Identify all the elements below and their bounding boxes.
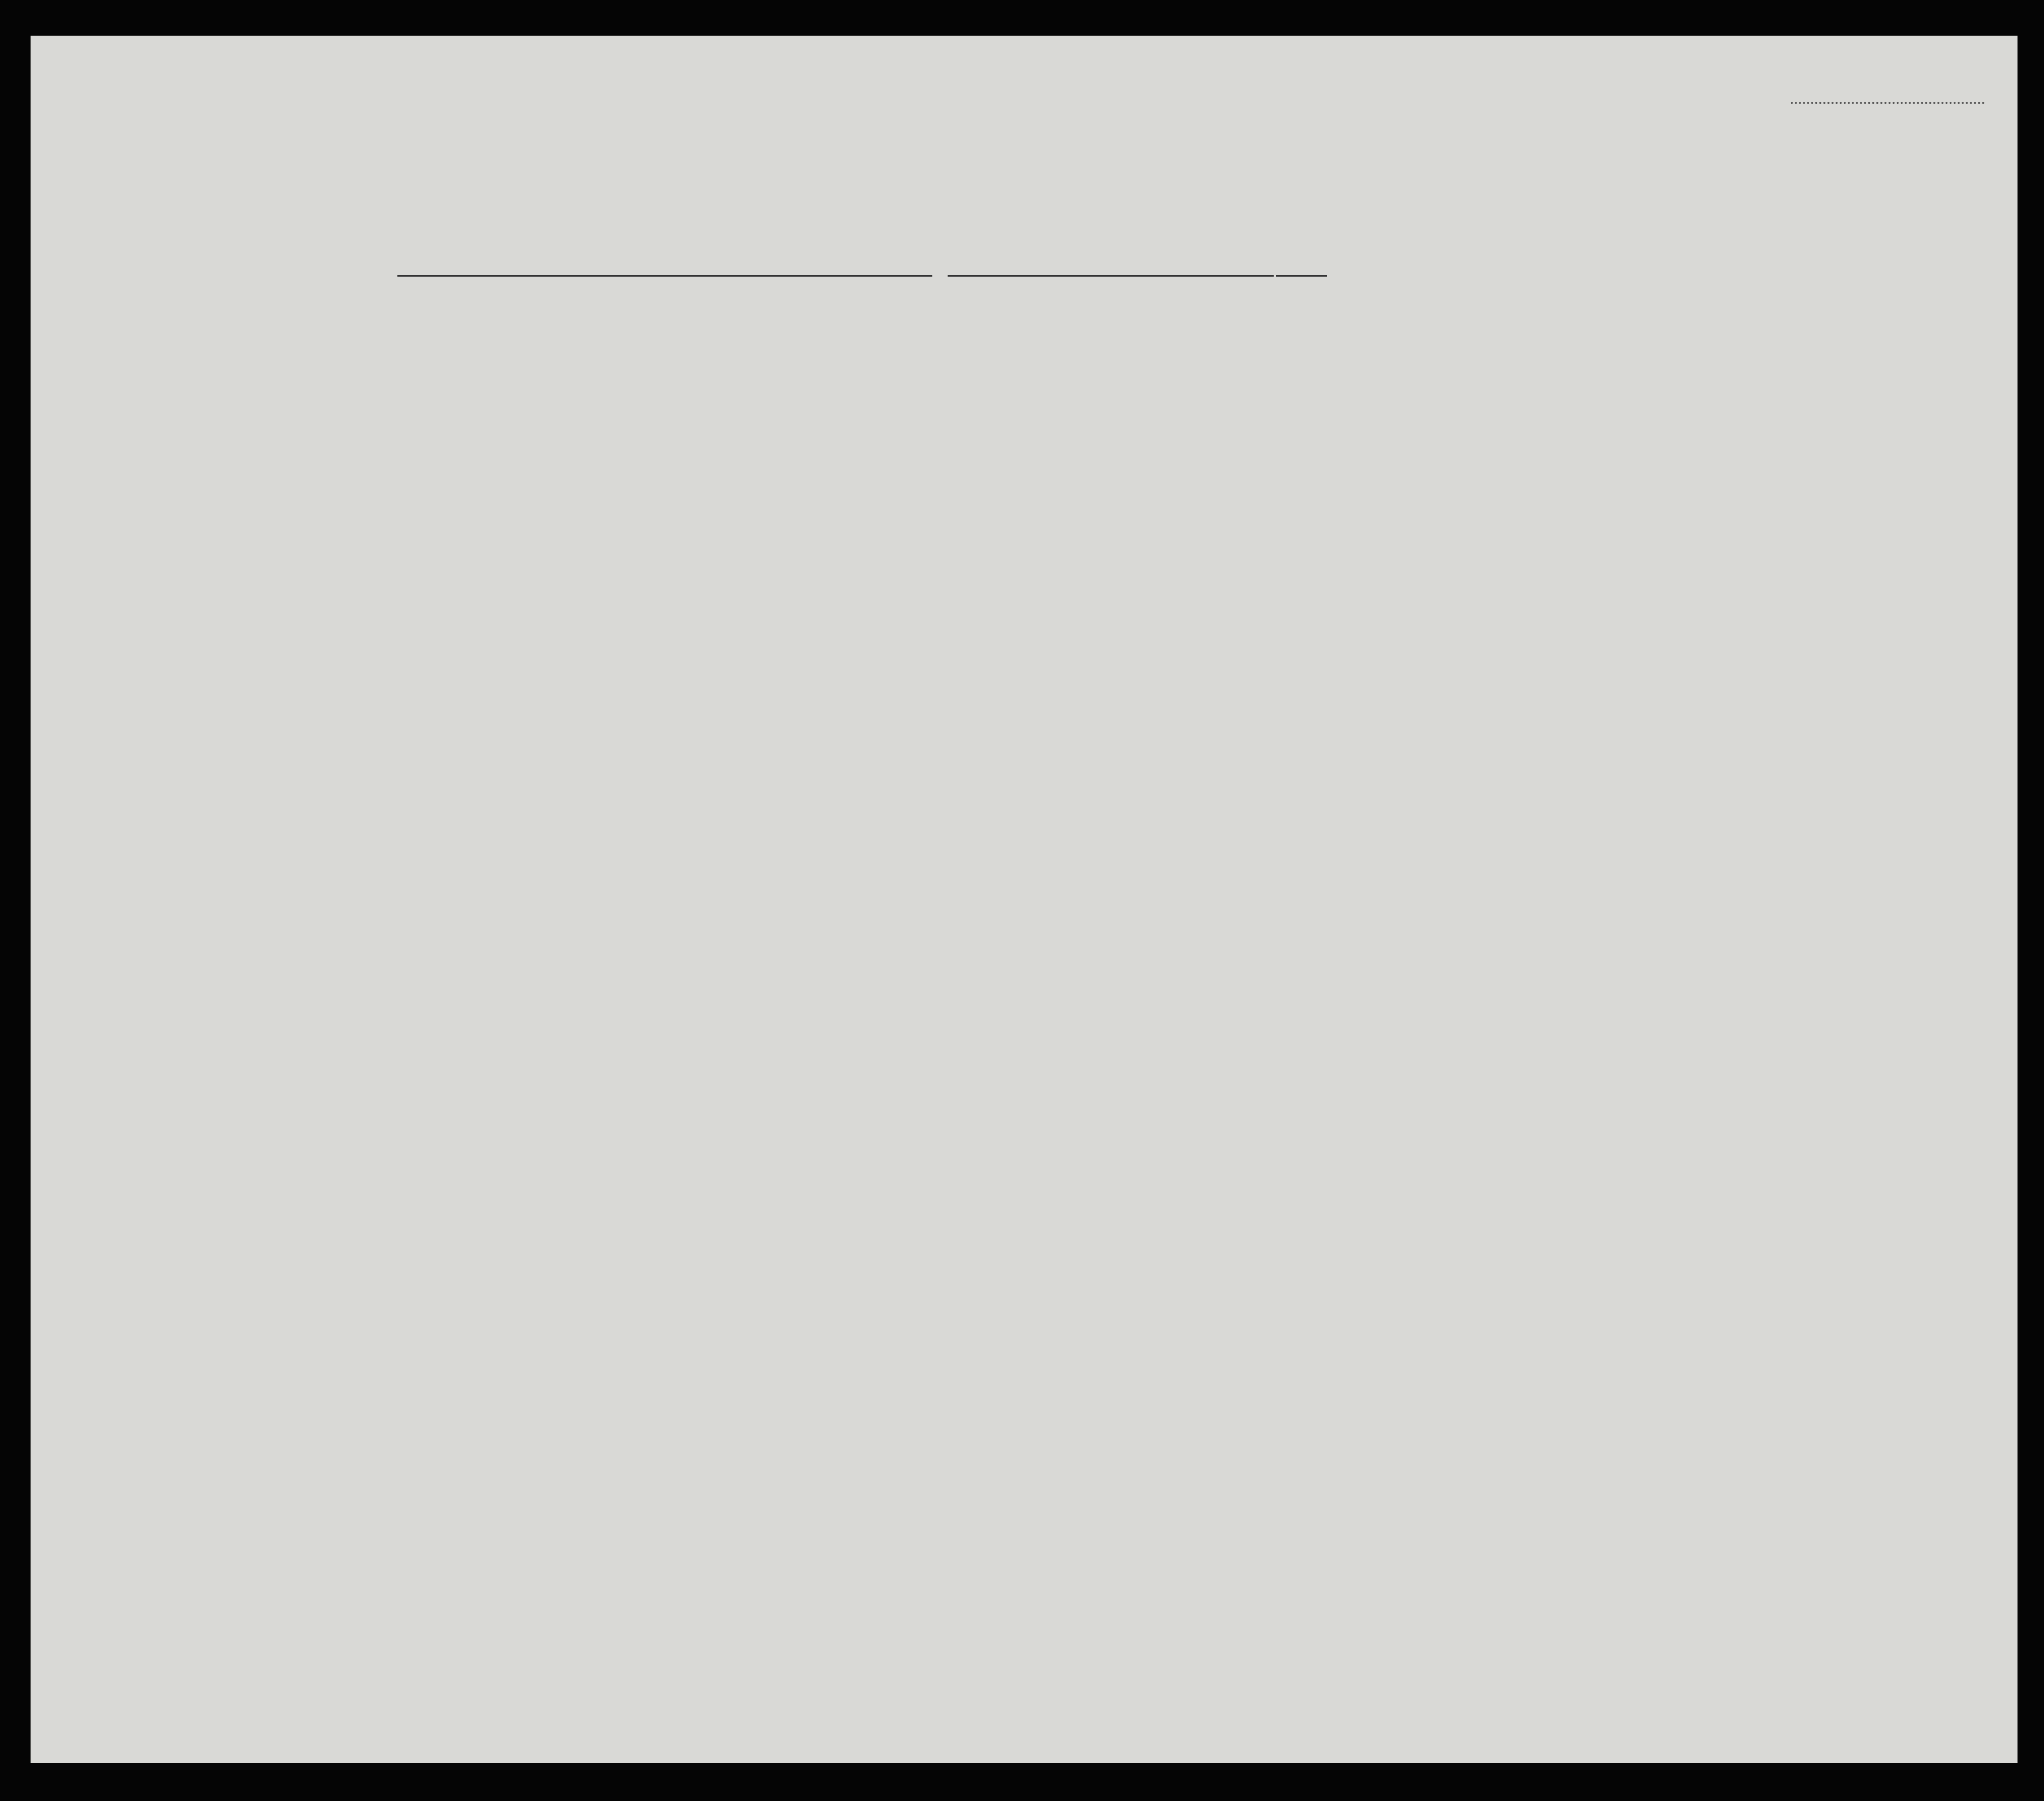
list-dots xyxy=(1791,102,1984,104)
port-underline xyxy=(397,275,932,277)
manifest-sheet xyxy=(31,36,2018,1763)
ruled-grid xyxy=(31,36,2018,1763)
date-underline xyxy=(948,275,1274,277)
year-underline xyxy=(1276,275,1327,277)
